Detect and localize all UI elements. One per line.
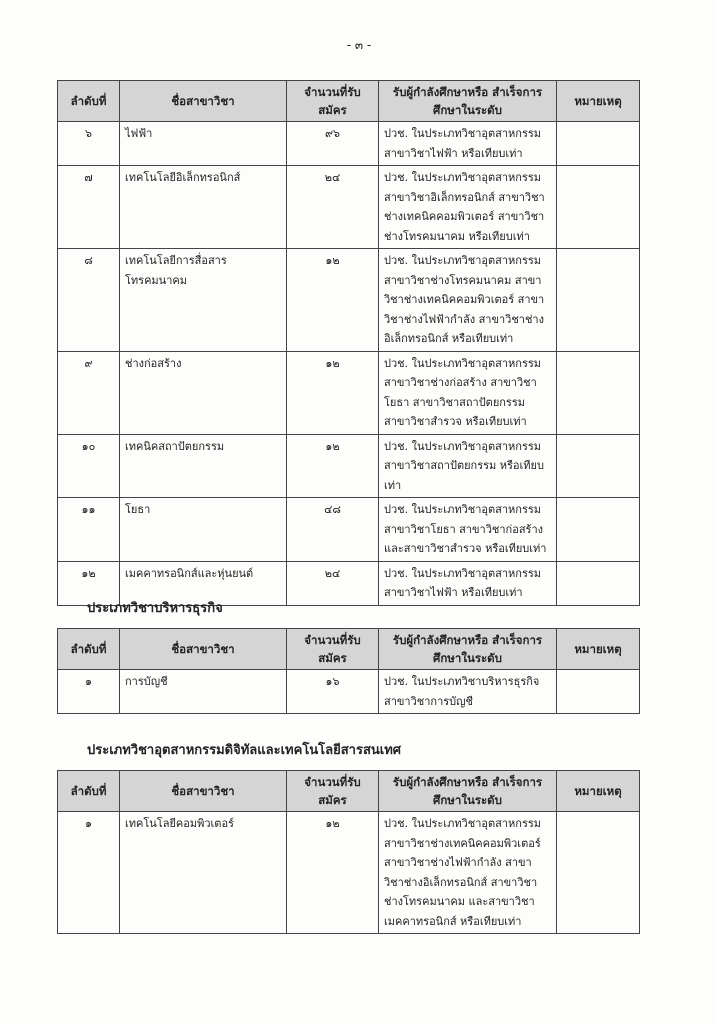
row-name: เมคคาทรอนิกส์และหุ่นยนต์	[120, 561, 287, 605]
row-no: ๑	[58, 670, 120, 714]
row-name: เทคโนโลยีอิเล็กทรอนิกส์	[120, 166, 287, 249]
row-name: เทคนิคสถาปัตยกรรม	[120, 434, 287, 498]
header-note: หมายเหตุ	[557, 771, 640, 812]
row-count: ๔๘	[287, 498, 379, 562]
table-row	[58, 498, 640, 562]
row-note	[557, 498, 640, 562]
table-row	[58, 434, 640, 498]
row-note	[557, 249, 640, 352]
row-name: เทคโนโลยีคอมพิวเตอร์	[120, 812, 287, 934]
row-note	[557, 812, 640, 934]
row-level: ปวช. ในประเภทวิชาอุตสาหกรรม สาขาวิชาไฟฟ้า หรือเทียบเท่า	[379, 122, 557, 166]
row-count: ๑๒	[287, 351, 379, 434]
section-heading-business: ประเภทวิชาบริหารธุรกิจ	[87, 601, 223, 616]
row-name: โยธา	[120, 498, 287, 562]
row-note	[557, 670, 640, 714]
header-note: หมายเหตุ	[557, 81, 640, 122]
row-level: ปวช. ในประเภทวิชาอุตสาหกรรม สาขาวิชาโยธา สาขาวิชาก่อสร้าง และสาขาวิชาสำรวจ หรือเทียบเท่า	[379, 498, 557, 562]
row-level: ปวช. ในประเภทวิชาอุตสาหกรรม สาขาวิชาช่างเทคนิคคอมพิวเตอร์ สาขาวิชาช่างไฟฟ้ากำลัง สาขาวิชาช่างอิเล็กทรอนิกส์ สาขาวิชาช่างโทรคมนาคม และสาขาวิชาเมคคาทรอนิกส์ หรือเทียบเท่า	[379, 812, 557, 934]
program-table-business	[57, 628, 640, 714]
row-count: ๑๖	[287, 670, 379, 714]
table-row	[58, 166, 640, 249]
row-level: ปวช. ในประเภทวิชาอุตสาหกรรม สาขาวิชาช่างโทรคมนาคม สาขาวิชาช่างเทคนิคคอมพิวเตอร์ สาขาวิชาช่างไฟฟ้ากำลัง สาขาวิชาช่างอิเล็กทรอนิกส์ หรือเทียบเท่า	[379, 249, 557, 352]
table-row	[58, 812, 640, 934]
row-level: ปวช. ในประเภทวิชาอุตสาหกรรม สาขาวิชาสถาปัตยกรรม หรือเทียบเท่า	[379, 434, 557, 498]
row-name: ช่างก่อสร้าง	[120, 351, 287, 434]
row-no: ๙	[58, 351, 120, 434]
row-no: ๗	[58, 166, 120, 249]
header-count: จำนวนที่รับ สมัคร	[287, 81, 379, 122]
row-level: ปวช. ในประเภทวิชาบริหารธุรกิจ สาขาวิชาการบัญชี	[379, 670, 557, 714]
header-note: หมายเหตุ	[557, 629, 640, 670]
row-no: ๑	[58, 812, 120, 934]
row-note	[557, 434, 640, 498]
table-row	[58, 122, 640, 166]
row-level: ปวช. ในประเภทวิชาอุตสาหกรรม สาขาวิชาไฟฟ้า หรือเทียบเท่า	[379, 561, 557, 605]
header-level: รับผู้กำลังศึกษาหรือ สำเร็จการศึกษาในระดับ	[379, 771, 557, 812]
row-no: ๖	[58, 122, 120, 166]
header-level: รับผู้กำลังศึกษาหรือ สำเร็จการศึกษาในระดับ	[379, 81, 557, 122]
header-count: จำนวนที่รับ สมัคร	[287, 771, 379, 812]
row-note	[557, 122, 640, 166]
table-row	[58, 351, 640, 434]
header-count: จำนวนที่รับ สมัคร	[287, 629, 379, 670]
row-level: ปวช. ในประเภทวิชาอุตสาหกรรม สาขาวิชาอิเล็กทรอนิกส์ สาขาวิชาช่างเทคนิคคอมพิวเตอร์ สาขาวิชาช่างโทรคมนาคม หรือเทียบเท่า	[379, 166, 557, 249]
row-count: ๑๒	[287, 434, 379, 498]
row-name: ไฟฟ้า	[120, 122, 287, 166]
table-row	[58, 670, 640, 714]
row-count: ๒๔	[287, 166, 379, 249]
row-note	[557, 351, 640, 434]
row-note	[557, 561, 640, 605]
row-name: เทคโนโลยีการสื่อสารโทรคมนาคม	[120, 249, 287, 352]
program-table-digital	[57, 770, 640, 934]
page-number: - ๓ -	[346, 38, 372, 52]
header-name: ชื่อสาขาวิชา	[120, 771, 287, 812]
row-name: การบัญชี	[120, 670, 287, 714]
section-heading-digital: ประเภทวิชาอุตสาหกรรมดิจิทัลและเทคโนโลยีสารสนเทศ	[87, 743, 402, 758]
row-no: ๘	[58, 249, 120, 352]
row-count: ๑๒	[287, 249, 379, 352]
header-level: รับผู้กำลังศึกษาหรือ สำเร็จการศึกษาในระดับ	[379, 629, 557, 670]
header-no: ลำดับที่	[58, 629, 120, 670]
header-no: ลำดับที่	[58, 771, 120, 812]
header-no: ลำดับที่	[58, 81, 120, 122]
header-name: ชื่อสาขาวิชา	[120, 81, 287, 122]
row-note	[557, 166, 640, 249]
row-level: ปวช. ในประเภทวิชาอุตสาหกรรม สาขาวิชาช่างก่อสร้าง สาขาวิชาโยธา สาขาวิชาสถาปัตยกรรม สาขาวิชาสำรวจ หรือเทียบเท่า	[379, 351, 557, 434]
row-count: ๒๔	[287, 561, 379, 605]
row-no: ๑๒	[58, 561, 120, 605]
row-count: ๑๒	[287, 812, 379, 934]
header-name: ชื่อสาขาวิชา	[120, 629, 287, 670]
row-no: ๑๐	[58, 434, 120, 498]
table-row	[58, 249, 640, 352]
row-no: ๑๑	[58, 498, 120, 562]
row-count: ๙๖	[287, 122, 379, 166]
program-table-industry	[57, 80, 640, 606]
